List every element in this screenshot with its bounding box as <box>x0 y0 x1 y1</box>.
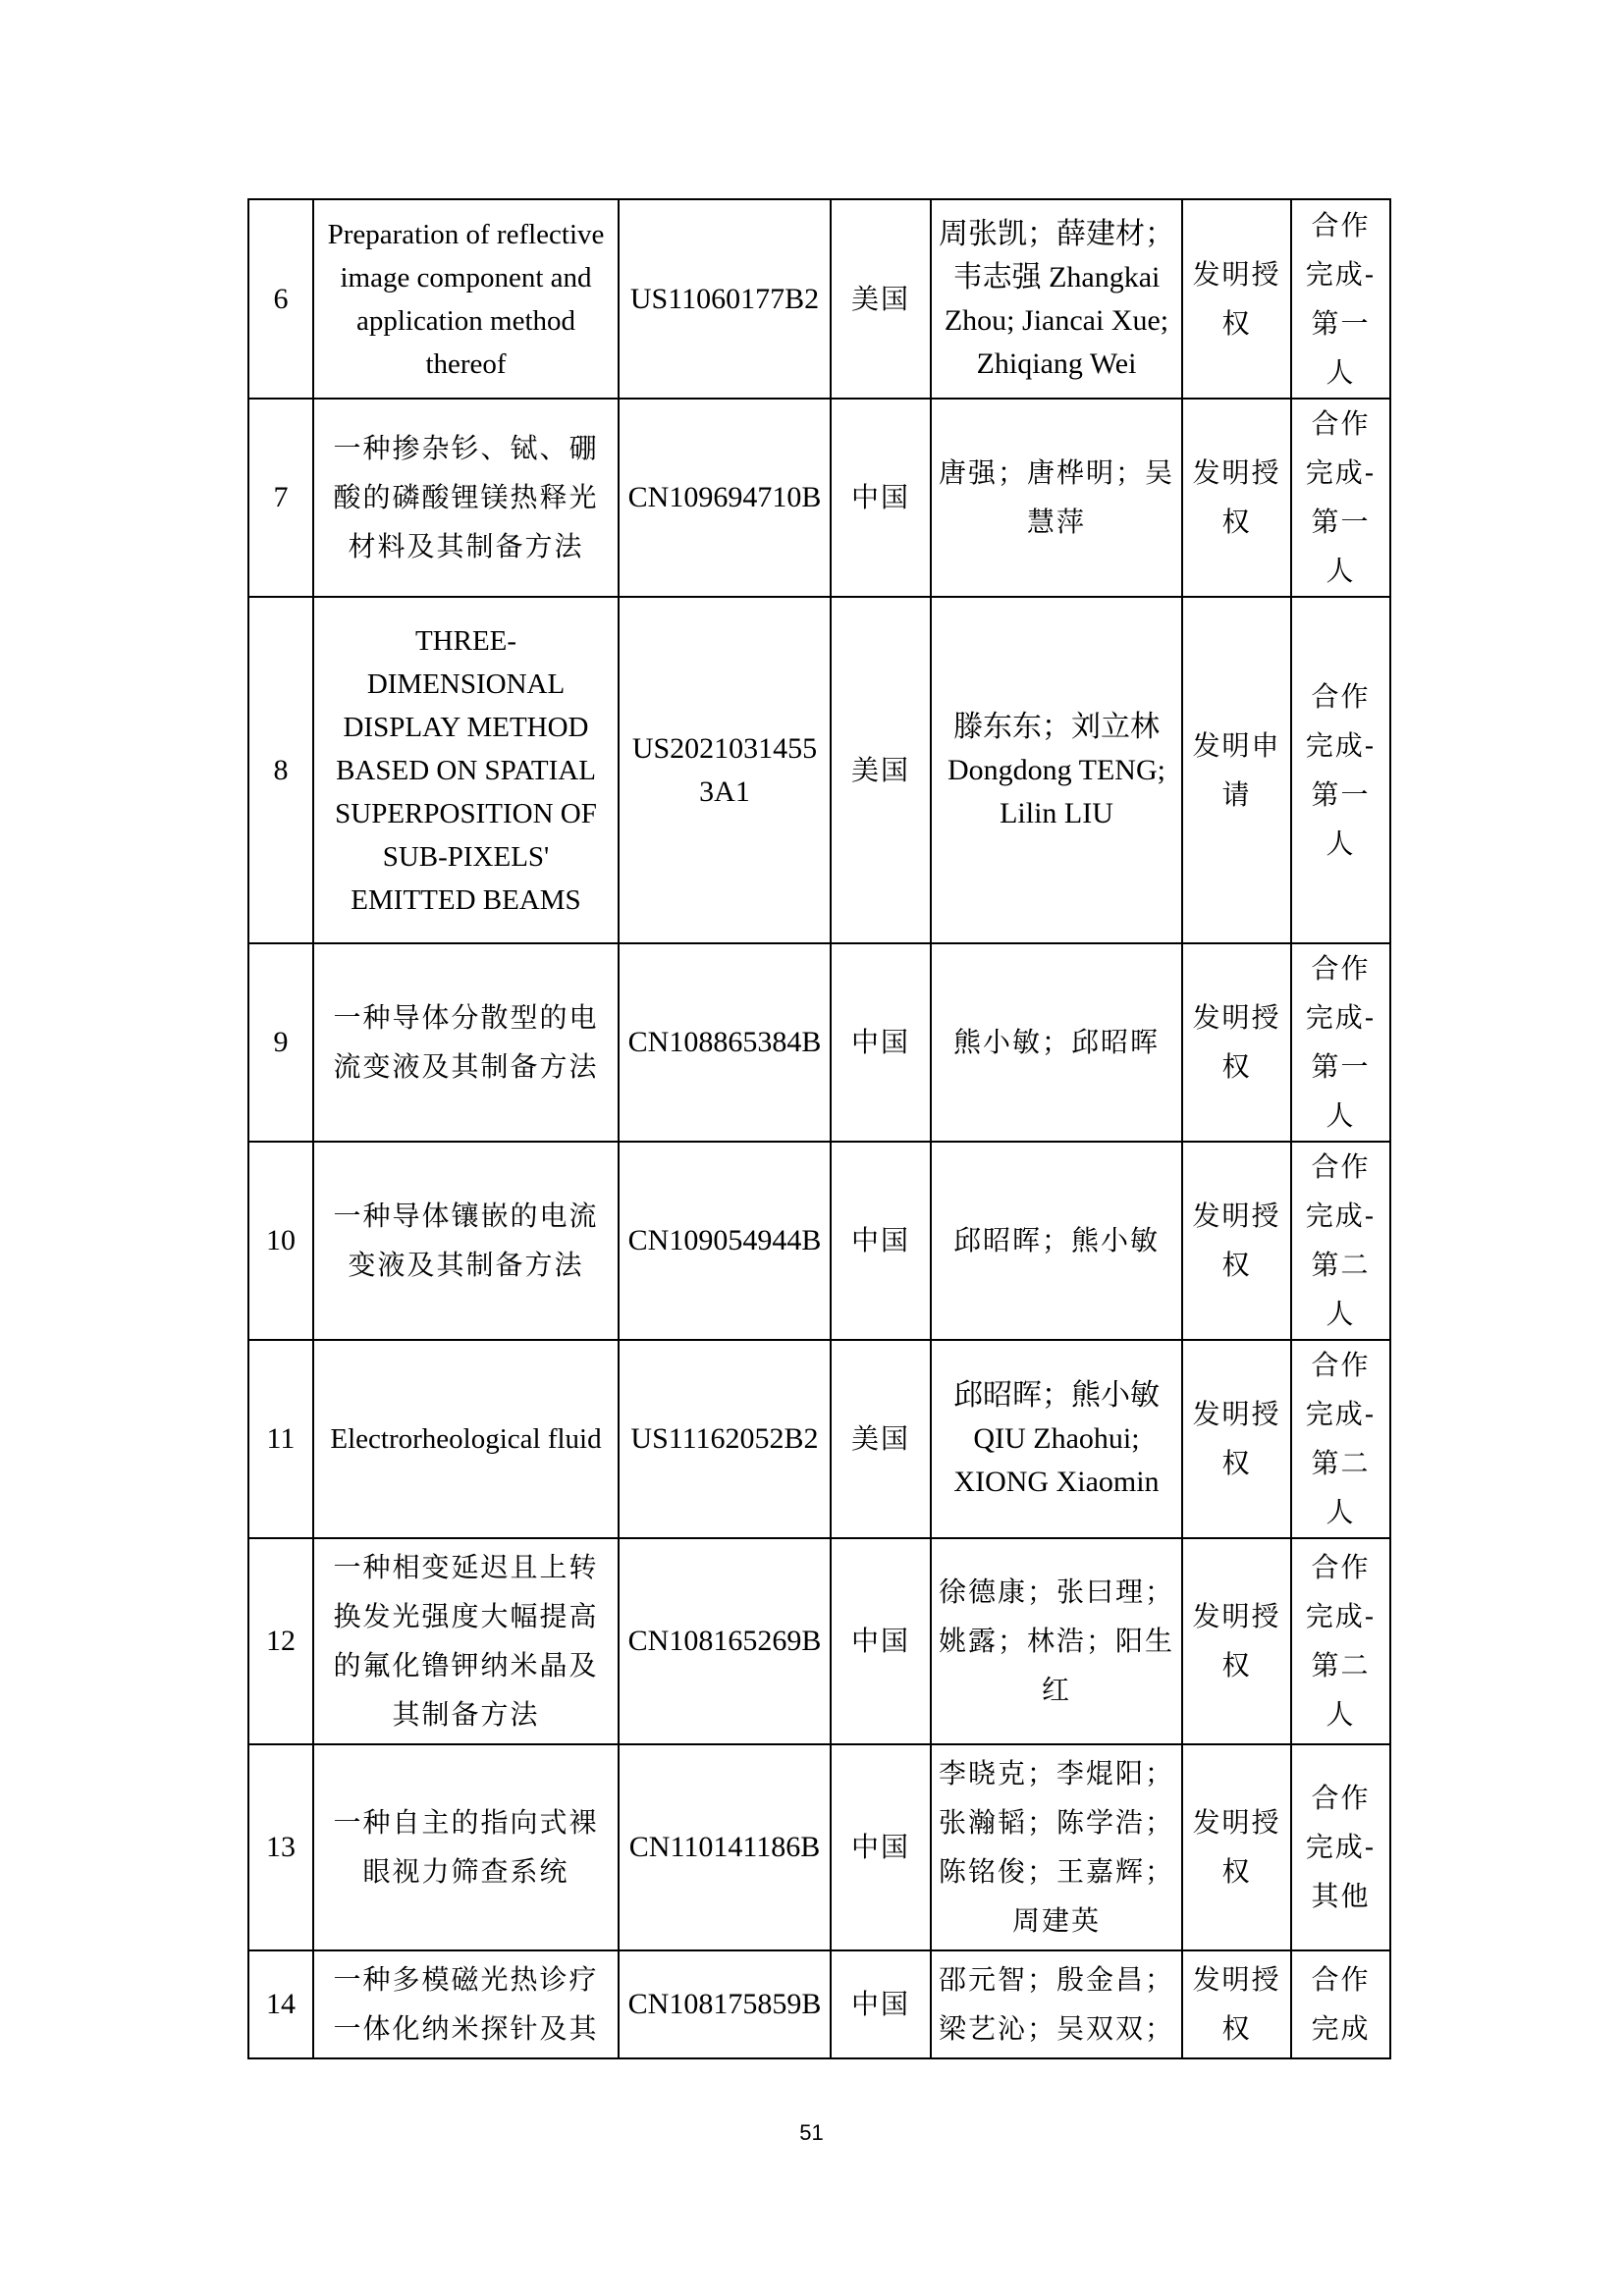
patent-number: CN110141186B <box>619 1744 831 1950</box>
row-number: 9 <box>248 943 313 1142</box>
row-number: 6 <box>248 199 313 399</box>
inventors: 李晓克；李焜阳；张瀚韬；陈学浩；陈铭俊；王嘉辉；周建英 <box>931 1744 1182 1950</box>
completion-status: 合作完成-其他 <box>1291 1744 1390 1950</box>
patent-title: 一种多模磁光热诊疗一体化纳米探针及其 <box>313 1950 619 2058</box>
patent-title: 一种导体分散型的电流变液及其制备方法 <box>313 943 619 1142</box>
row-number: 8 <box>248 597 313 943</box>
patent-status: 发明授权 <box>1182 1744 1291 1950</box>
table-row <box>248 1950 1390 2058</box>
completion-status: 合作完成-第一人 <box>1291 943 1390 1142</box>
inventors: 熊小敏；邱昭晖 <box>931 943 1182 1142</box>
patent-number: CN108175859B <box>619 1950 831 2058</box>
completion-status: 合作完成-第二人 <box>1291 1142 1390 1340</box>
table-row <box>248 1142 1390 1340</box>
patent-number: US11162052B2 <box>619 1340 831 1538</box>
country: 中国 <box>831 1538 931 1744</box>
patent-number: CN109694710B <box>619 399 831 597</box>
country: 中国 <box>831 399 931 597</box>
row-number: 12 <box>248 1538 313 1744</box>
completion-status: 合作完成-第一人 <box>1291 199 1390 399</box>
row-number: 10 <box>248 1142 313 1340</box>
country: 美国 <box>831 1340 931 1538</box>
patent-status: 发明授权 <box>1182 1950 1291 2058</box>
page-number: 51 <box>799 2120 824 2145</box>
inventors: 周张凯；薛建材；韦志强 Zhangkai Zhou; Jiancai Xue; Zhiqiang Wei <box>931 199 1182 399</box>
inventors: 徐德康；张曰理；姚露；林浩；阳生红 <box>931 1538 1182 1744</box>
row-number: 13 <box>248 1744 313 1950</box>
country: 中国 <box>831 1744 931 1950</box>
completion-status: 合作完成-第一人 <box>1291 597 1390 943</box>
completion-status: 合作完成-第一人 <box>1291 399 1390 597</box>
patent-status: 发明授权 <box>1182 199 1291 399</box>
country: 美国 <box>831 597 931 943</box>
table-row <box>248 1340 1390 1538</box>
patent-number: US11060177B2 <box>619 199 831 399</box>
patent-status: 发明授权 <box>1182 1340 1291 1538</box>
table-row <box>248 399 1390 597</box>
patent-number: US20210314553A1 <box>619 597 831 943</box>
patent-status: 发明授权 <box>1182 1142 1291 1340</box>
row-number: 11 <box>248 1340 313 1538</box>
completion-status: 合作完成-第二人 <box>1291 1538 1390 1744</box>
table-row <box>248 597 1390 943</box>
patent-title: 一种自主的指向式裸眼视力筛查系统 <box>313 1744 619 1950</box>
row-number: 7 <box>248 399 313 597</box>
patent-number: CN108165269B <box>619 1538 831 1744</box>
patent-title: 一种掺杂钐、铽、硼酸的磷酸锂镁热释光材料及其制备方法 <box>313 399 619 597</box>
patent-status: 发明授权 <box>1182 943 1291 1142</box>
patent-number: CN109054944B <box>619 1142 831 1340</box>
table-row <box>248 943 1390 1142</box>
country: 美国 <box>831 199 931 399</box>
inventors: 滕东东；刘立林 Dongdong TENG; Lilin LIU <box>931 597 1182 943</box>
patent-title: Preparation of reflective image component and application method thereof <box>313 199 619 399</box>
patent-number: CN108865384B <box>619 943 831 1142</box>
country: 中国 <box>831 943 931 1142</box>
country: 中国 <box>831 1950 931 2058</box>
completion-status: 合作完成 <box>1291 1950 1390 2058</box>
country: 中国 <box>831 1142 931 1340</box>
inventors: 邱昭晖；熊小敏 QIU Zhaohui; XIONG Xiaomin <box>931 1340 1182 1538</box>
table-row <box>248 199 1390 399</box>
patent-title: THREE-DIMENSIONAL DISPLAY METHOD BASED ON SPATIAL SUPERPOSITION OF SUB-PIXELS' EMITTED BEAMS <box>313 597 619 943</box>
inventors: 邵元智；殷金昌；梁艺沁；吴双双； <box>931 1950 1182 2058</box>
patent-title: 一种相变延迟且上转换发光强度大幅提高的氟化镥钾纳米晶及其制备方法 <box>313 1538 619 1744</box>
table-row <box>248 1538 1390 1744</box>
inventors: 唐强；唐桦明；吴慧萍 <box>931 399 1182 597</box>
patent-status: 发明申请 <box>1182 597 1291 943</box>
inventors: 邱昭晖；熊小敏 <box>931 1142 1182 1340</box>
patent-status: 发明授权 <box>1182 399 1291 597</box>
patent-table <box>247 198 1391 2059</box>
patent-title: 一种导体镶嵌的电流变液及其制备方法 <box>313 1142 619 1340</box>
patent-title: Electrorheological fluid <box>313 1340 619 1538</box>
table-row <box>248 1744 1390 1950</box>
row-number: 14 <box>248 1950 313 2058</box>
patent-status: 发明授权 <box>1182 1538 1291 1744</box>
completion-status: 合作完成-第二人 <box>1291 1340 1390 1538</box>
